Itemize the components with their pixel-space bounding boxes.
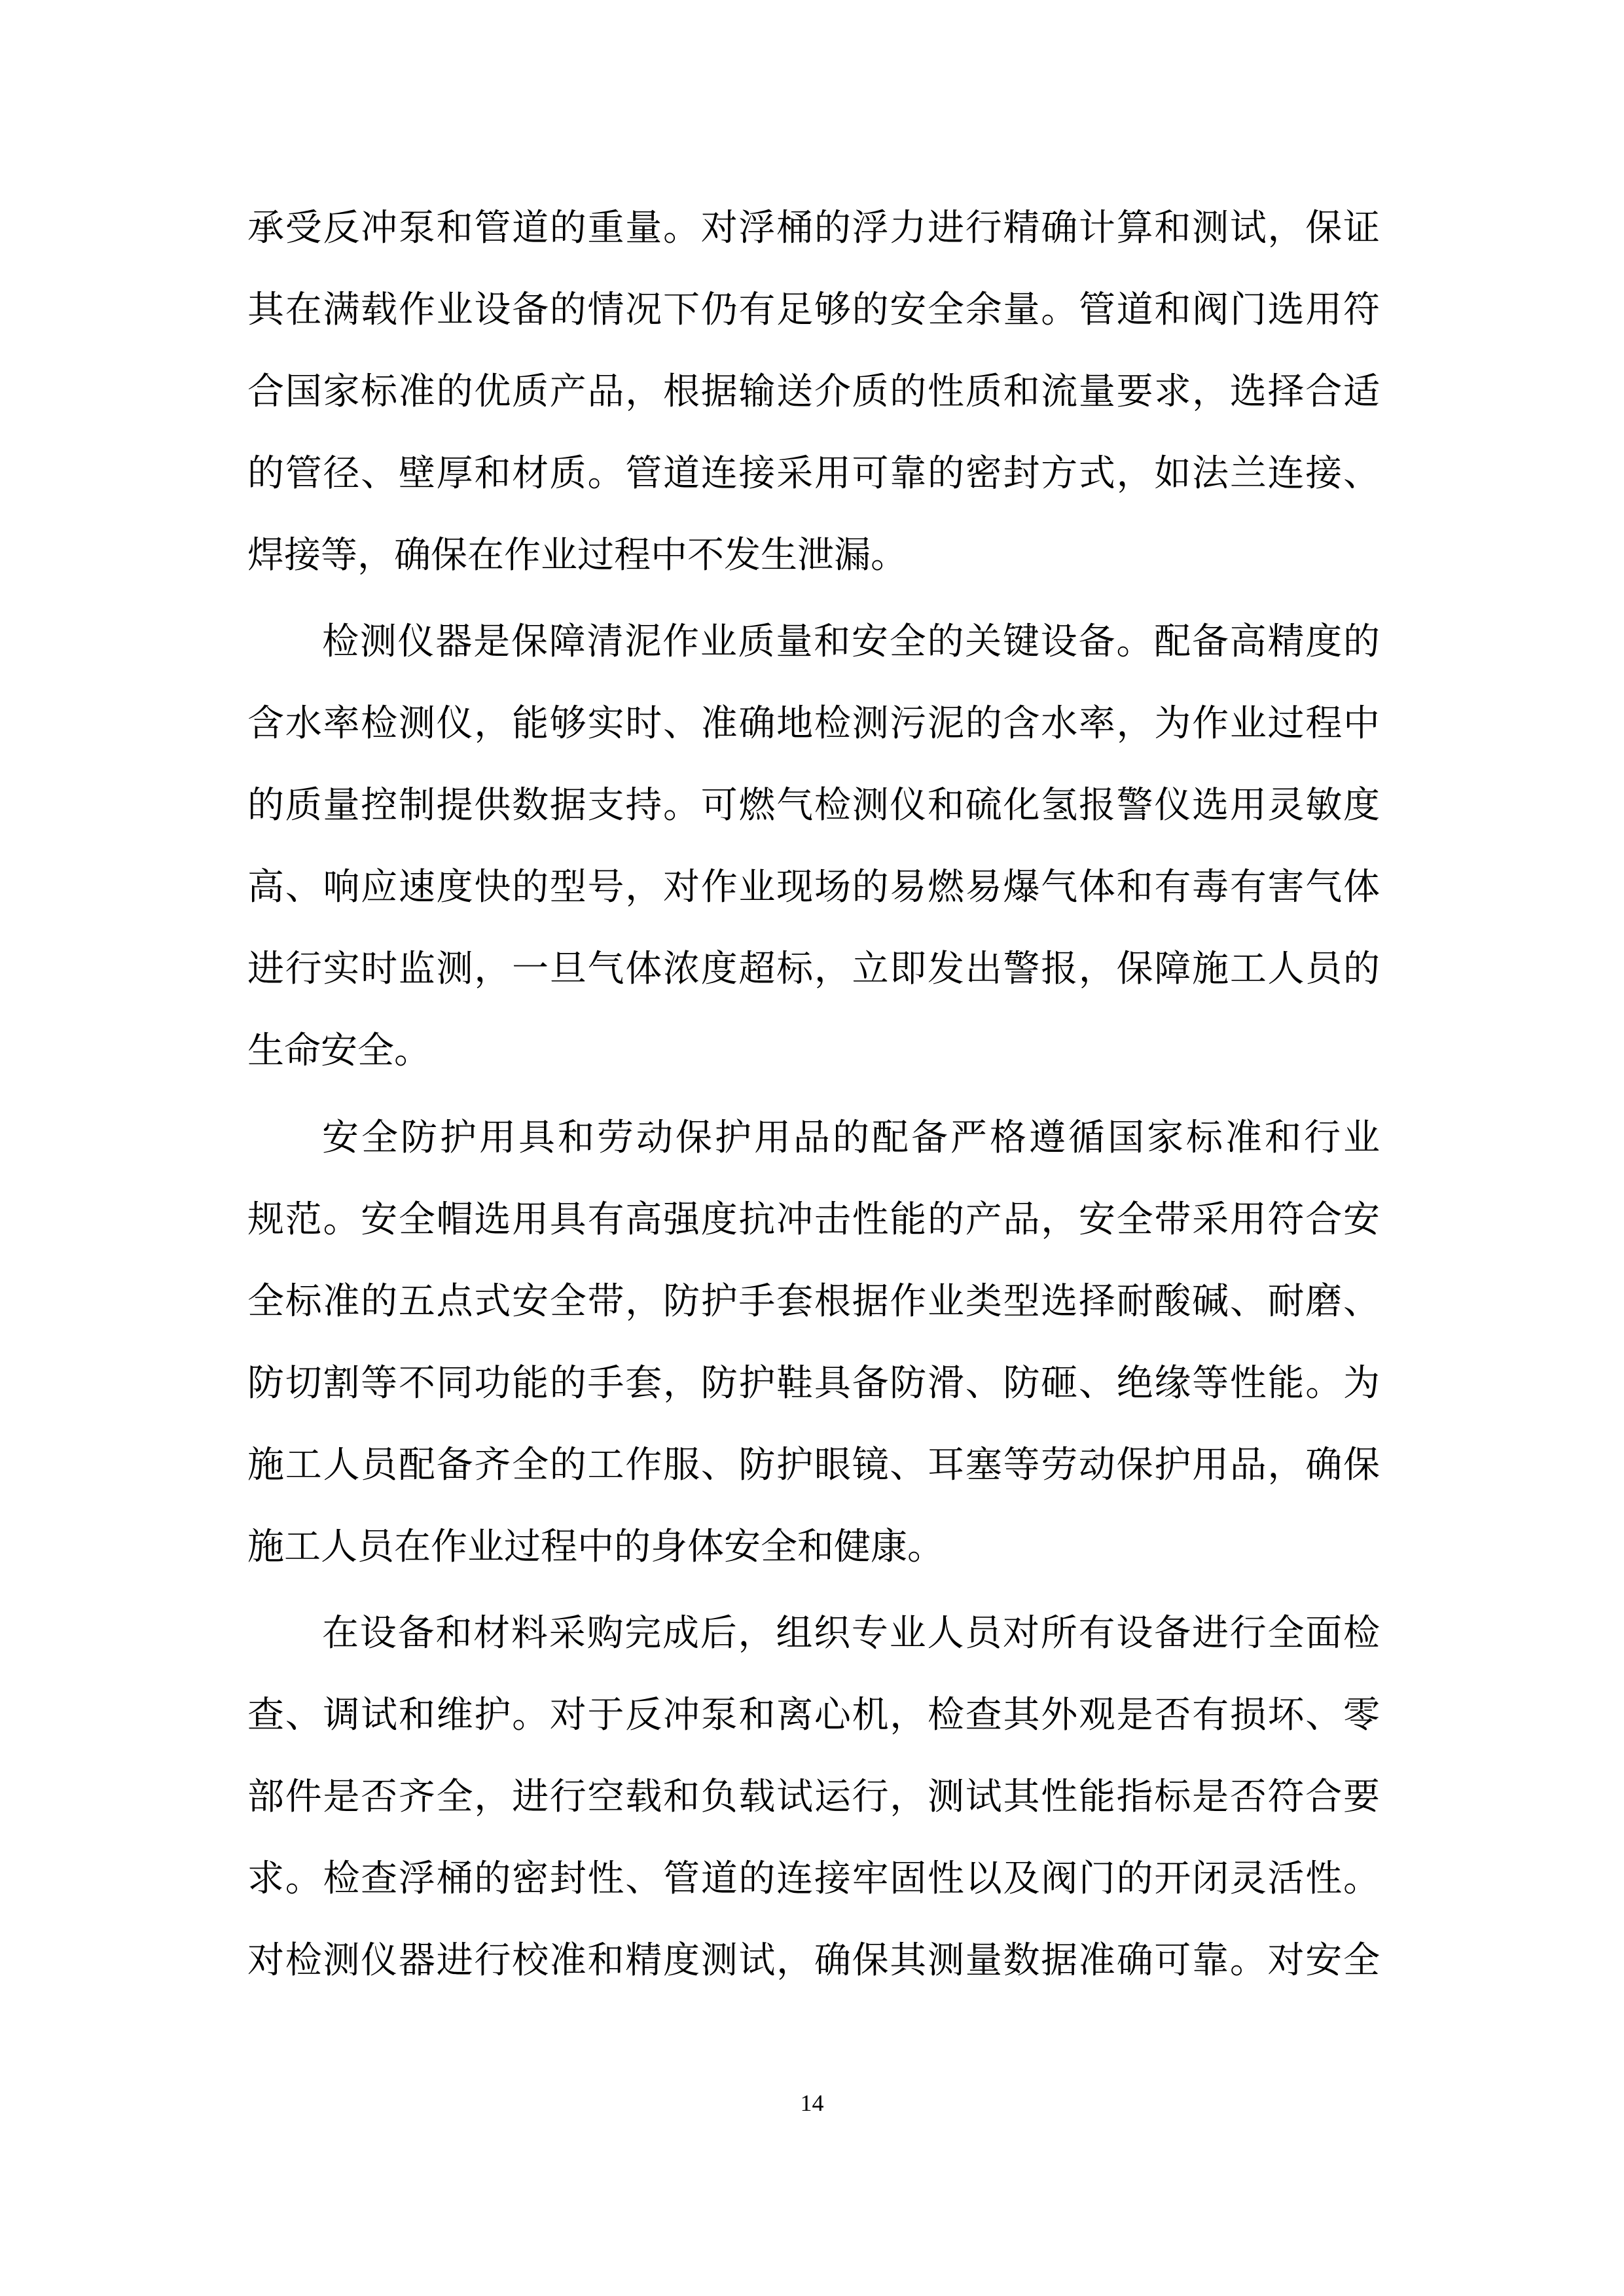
paragraph-3-line-5: 施工人员配备齐全的工作服、防护眼镜、耳塞等劳动保护用品，确保 — [247, 1444, 1380, 1486]
paragraph-3-line-4: 防切割等不同功能的手套，防护鞋具备防滑、防砸、绝缘等性能。为 — [247, 1362, 1380, 1405]
paragraph-2-line-3: 的质量控制提供数据支持。可燃气检测仪和硫化氢报警仪选用灵敏度 — [247, 784, 1380, 827]
paragraph-2-line-1: 检测仪器是保障清泥作业质量和安全的关键设备。配备高精度的 — [322, 620, 1380, 663]
paragraph-4-line-3: 部件是否齐全，进行空载和负载试运行，测试其性能指标是否符合要 — [247, 1776, 1380, 1818]
paragraph-3-line-6: 施工人员在作业过程中的身体安全和健康。 — [247, 1526, 944, 1568]
paragraph-1-line-5: 焊接等，确保在作业过程中不发生泄漏。 — [247, 534, 907, 577]
paragraph-3-line-1: 安全防护用具和劳动保护用品的配备严格遵循国家标准和行业 — [322, 1117, 1380, 1159]
page-number: 14 — [800, 2090, 824, 2116]
paragraph-3-line-2: 规范。安全帽选用具有高强度抗冲击性能的产品，安全带采用符合安 — [247, 1198, 1380, 1241]
paragraph-2-line-2: 含水率检测仪，能够实时、准确地检测污泥的含水率，为作业过程中 — [247, 702, 1380, 745]
paragraph-1-line-3: 合国家标准的优质产品，根据输送介质的性质和流量要求，选择合适 — [247, 370, 1380, 413]
paragraph-2-line-6: 生命安全。 — [247, 1030, 431, 1072]
paragraph-2-line-4: 高、响应速度快的型号，对作业现场的易燃易爆气体和有毒有害气体 — [247, 866, 1380, 908]
paragraph-2-line-5: 进行实时监测，一旦气体浓度超标，立即发出警报，保障施工人员的 — [247, 948, 1380, 990]
paragraph-3-line-3: 全标准的五点式安全带，防护手套根据作业类型选择耐酸碱、耐磨、 — [247, 1280, 1380, 1323]
paragraph-1-line-4: 的管径、壁厚和材质。管道连接采用可靠的密封方式，如法兰连接、 — [247, 452, 1380, 495]
paragraph-4-line-2: 查、调试和维护。对于反冲泵和离心机，检查其外观是否有损坏、零 — [247, 1694, 1380, 1736]
paragraph-1-line-1: 承受反冲泵和管道的重量。对浮桶的浮力进行精确计算和测试，保证 — [247, 207, 1380, 249]
paragraph-4-line-4: 求。检查浮桶的密封性、管道的连接牢固性以及阀门的开闭灵活性。 — [247, 1857, 1380, 1900]
paragraph-1-line-2: 其在满载作业设备的情况下仍有足够的安全余量。管道和阀门选用符 — [247, 289, 1380, 331]
paragraph-4-line-1: 在设备和材料采购完成后，组织专业人员对所有设备进行全面检 — [322, 1612, 1380, 1655]
paragraph-4-line-5: 对检测仪器进行校准和精度测试，确保其测量数据准确可靠。对安全 — [247, 1939, 1380, 1982]
